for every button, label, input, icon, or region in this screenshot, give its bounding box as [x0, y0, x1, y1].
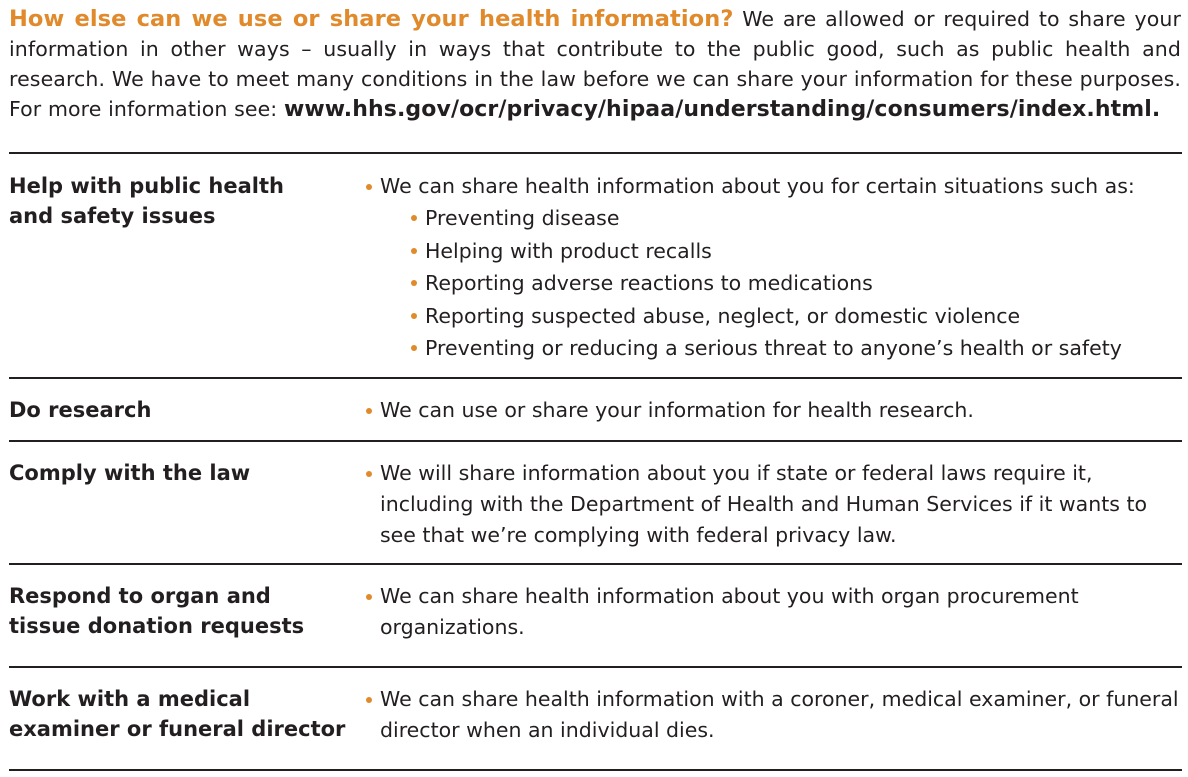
divider	[9, 440, 1182, 442]
sub-list-item: Preventing disease	[409, 202, 1179, 235]
sub-list-item: Helping with product recalls	[409, 235, 1179, 268]
row-title: Work with a medical examiner or funeral director	[9, 687, 346, 741]
bullet-item: We can share health information about you with organ procurement organizations.	[364, 581, 1179, 643]
bullet-item: We will share information about you if state or federal laws require it, including with the Department of Health and Human Services if it wants to see that we’re complying with federal privacy law.	[364, 458, 1179, 551]
row-body	[364, 581, 1179, 643]
row-body	[364, 171, 1179, 365]
divider	[9, 563, 1182, 565]
intro-text: We are allowed or required to share your information in other ways – usually in ways that contribute to the public good, such as public health and research. We have to meet many conditions in the law before we can share your information for these purposes. For more information see:	[9, 7, 1181, 121]
bullet-item: We can use or share your information for health research.	[364, 395, 1179, 426]
bullet-item: We can share health information about you for certain situations such as:	[364, 171, 1179, 202]
sub-list-item: Preventing or reducing a serious threat to anyone’s health or safety	[409, 332, 1179, 365]
row-title: Comply with the law	[9, 461, 251, 485]
divider	[9, 666, 1182, 668]
divider	[9, 769, 1182, 771]
sub-list	[409, 202, 1179, 365]
row-title: Do research	[9, 398, 152, 422]
divider	[9, 377, 1182, 379]
section-heading: How else can we use or share your health information?	[9, 6, 734, 32]
row-title: Respond to organ and tissue donation requests	[9, 584, 305, 638]
info-url: www.hhs.gov/ocr/privacy/hipaa/understanding/consumers/index.html.	[283, 97, 1161, 122]
row-body	[364, 458, 1179, 551]
sub-list-item: Reporting suspected abuse, neglect, or domestic violence	[409, 300, 1179, 333]
sub-list-item: Reporting adverse reactions to medications	[409, 267, 1179, 300]
divider	[9, 152, 1182, 154]
intro-paragraph	[9, 4, 1181, 125]
row-body	[364, 395, 1179, 426]
bullet-item: We can share health information with a coroner, medical examiner, or funeral director when an individual dies.	[364, 684, 1179, 746]
row-body	[364, 684, 1179, 746]
row-title: Help with public health and safety issues	[9, 174, 284, 228]
